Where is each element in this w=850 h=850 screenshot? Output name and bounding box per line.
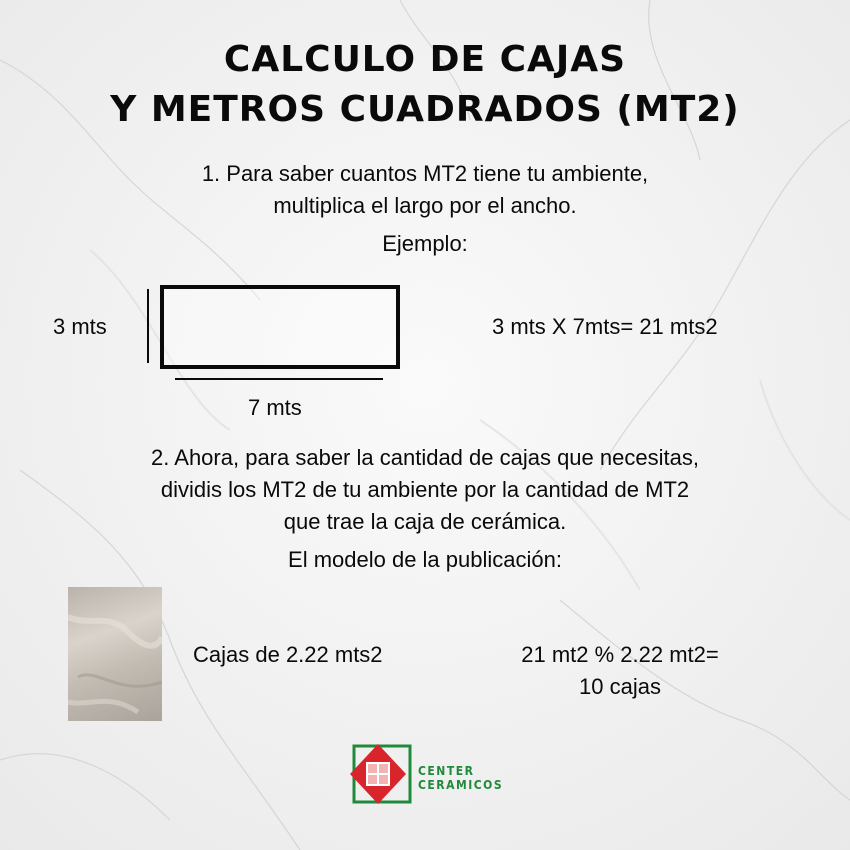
step1-line-1: 1. Para saber cuantos MT2 tiene tu ambiente, xyxy=(201,161,649,186)
division-result: 10 cajas xyxy=(579,674,661,699)
step2-line-3: que trae la caja de cerámica. xyxy=(283,509,567,534)
height-label: 3 mts xyxy=(53,314,107,339)
tile-sample-image xyxy=(68,587,162,721)
title-line-2: Y METROS CUADRADOS (MT2) xyxy=(110,89,740,130)
model-label: El modelo de la publicación: xyxy=(288,547,562,572)
center-ceramicos-logo xyxy=(348,742,508,812)
room-rectangle xyxy=(160,285,400,369)
width-dimension-line xyxy=(175,378,383,380)
step2-line-2: dividis los MT2 de tu ambiente por la cantidad de MT2 xyxy=(160,477,690,502)
title-line-1: CALCULO DE CAJAS xyxy=(223,39,627,80)
step1-line-2: multiplica el largo por el ancho. xyxy=(273,193,577,218)
logo-mark xyxy=(348,742,508,808)
area-formula: 3 mts X 7mts= 21 mts2 xyxy=(492,314,718,339)
tile-texture xyxy=(68,587,162,721)
step2-line-1: 2. Ahora, para saber la cantidad de cajas que necesitas, xyxy=(151,445,699,470)
logo-text-ceramicos: CERAMICOS xyxy=(418,778,504,792)
width-label: 7 mts xyxy=(248,395,302,420)
example-label: Ejemplo: xyxy=(382,231,468,256)
height-dimension-line xyxy=(147,289,149,363)
division-formula-line-1: 21 mt2 % 2.22 mt2= xyxy=(521,642,719,667)
logo-text-center: CENTER xyxy=(418,764,475,778)
box-size-label: Cajas de 2.22 mts2 xyxy=(193,642,383,667)
